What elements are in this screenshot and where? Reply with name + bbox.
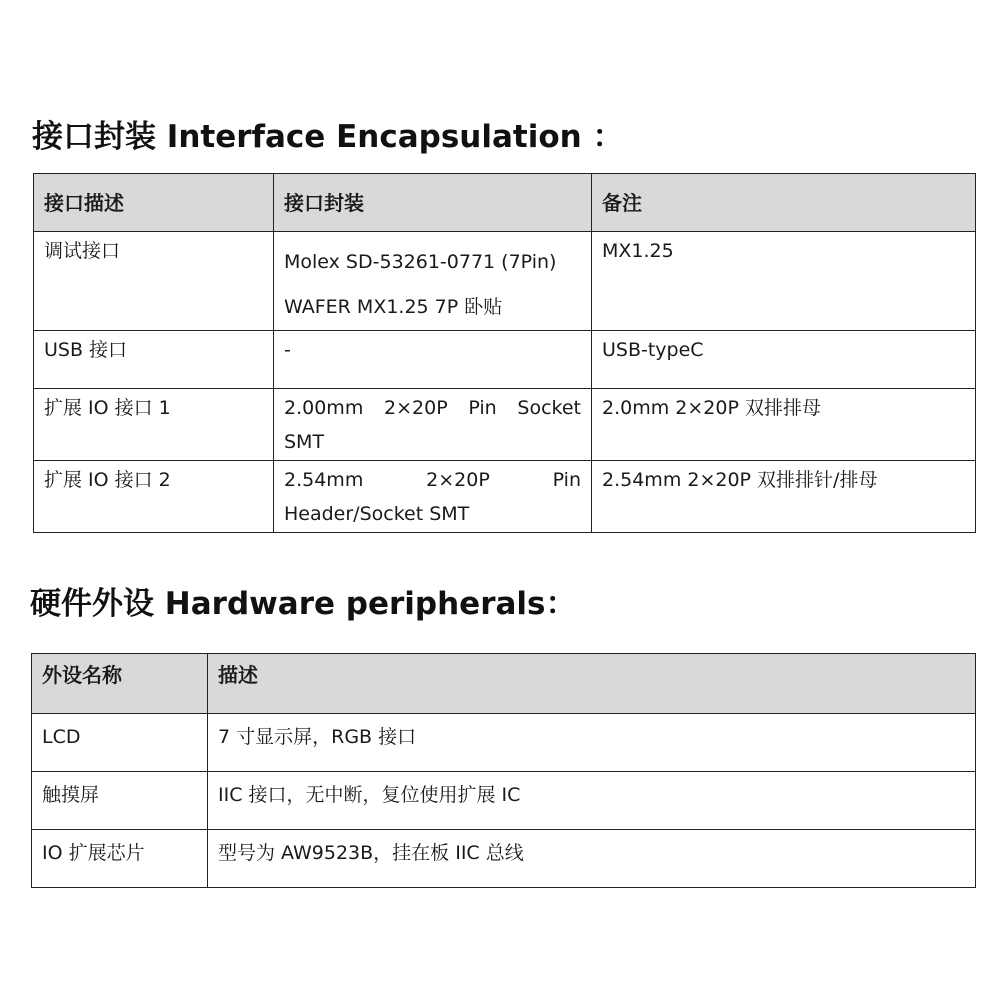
interface-description-cell: 调试接口 <box>34 232 274 331</box>
interface-table <box>33 173 976 533</box>
table-row <box>32 714 976 772</box>
table-row <box>34 232 976 331</box>
interface-description-cell: 扩展 IO 接口 1 <box>34 389 274 461</box>
interface-description-cell: 扩展 IO 接口 2 <box>34 461 274 533</box>
interface-note-cell: USB-typeC <box>592 331 976 389</box>
table-row <box>34 331 976 389</box>
peripherals-table <box>31 653 976 888</box>
interface-package-cell: Molex SD-53261-0771 (7Pin) WAFER MX1.25 7P 卧贴 <box>274 232 592 331</box>
table-row <box>34 389 976 461</box>
peripheral-name-cell: 触摸屏 <box>32 772 208 830</box>
peripherals-section-heading: 硬件外设 Hardware peripherals： <box>30 586 577 622</box>
peripheral-description-cell: IIC 接口，无中断，复位使用扩展 IC <box>208 772 976 830</box>
interface-note-cell: 2.0mm 2×20P 双排排母 <box>592 389 976 461</box>
peripheral-description-cell: 7 寸显示屏，RGB 接口 <box>208 714 976 772</box>
column-header: 描述 <box>208 654 976 714</box>
interface-package-cell: 2.54mm 2×20P Pin Header/Socket SMT <box>274 461 592 533</box>
table-row <box>34 461 976 533</box>
column-header: 接口描述 <box>34 174 274 232</box>
interface-note-cell: 2.54mm 2×20P 双排排针/排母 <box>592 461 976 533</box>
table-row <box>32 830 976 888</box>
table-row <box>32 772 976 830</box>
column-header: 备注 <box>592 174 976 232</box>
peripheral-name-cell: IO 扩展芯片 <box>32 830 208 888</box>
interface-section-heading: 接口封装 Interface Encapsulation ： <box>32 119 624 155</box>
interface-description-cell: USB 接口 <box>34 331 274 389</box>
peripheral-name-cell: LCD <box>32 714 208 772</box>
table-header-row <box>32 654 976 714</box>
column-header: 外设名称 <box>32 654 208 714</box>
interface-package-cell: 2.00mm 2×20P Pin Socket SMT <box>274 389 592 461</box>
column-header: 接口封装 <box>274 174 592 232</box>
peripheral-description-cell: 型号为 AW9523B，挂在板 IIC 总线 <box>208 830 976 888</box>
interface-package-cell: - <box>274 331 592 389</box>
table-header-row <box>34 174 976 232</box>
interface-note-cell: MX1.25 <box>592 232 976 331</box>
